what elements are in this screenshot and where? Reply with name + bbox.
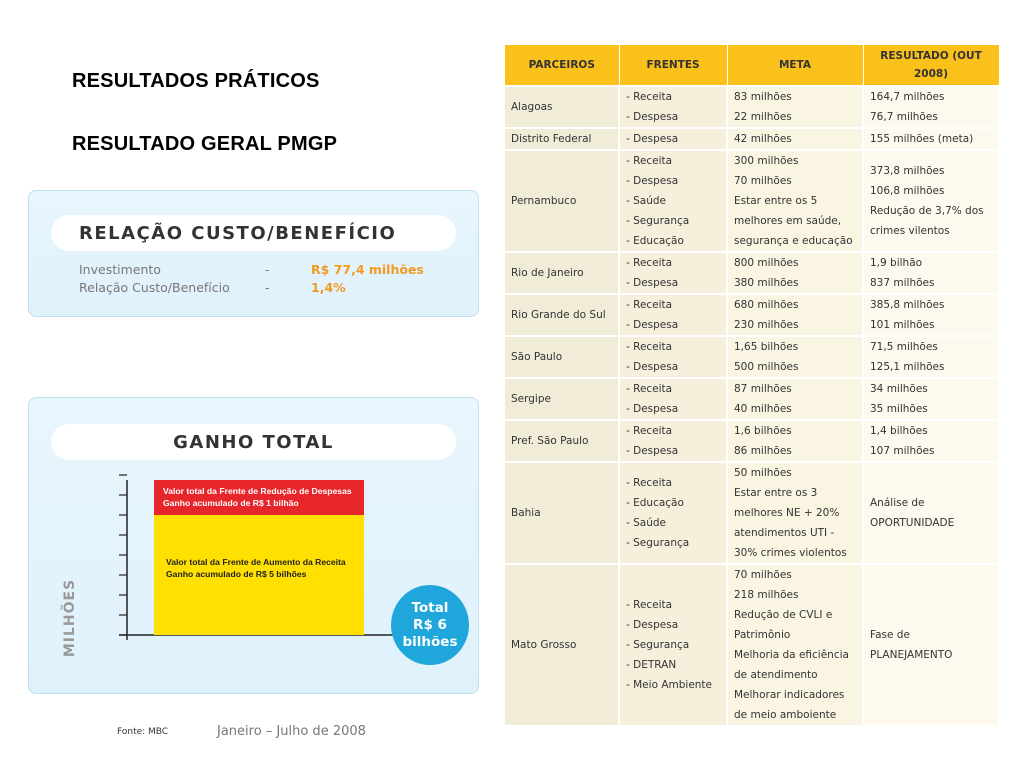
frentes-line: - DETRAN — [626, 659, 677, 671]
frentes-line: - Despesa — [626, 361, 679, 373]
resultado-line: 155 milhões (meta) — [870, 133, 974, 145]
yellow-label-1: Valor total da Frente de Aumento da Receita — [166, 557, 346, 567]
cell-frentes — [619, 150, 727, 252]
meta-line: 70 milhões — [734, 569, 792, 581]
frentes-line: - Receita — [626, 477, 673, 489]
meta-line: 300 milhões — [734, 155, 799, 167]
frentes-line: - Despesa — [626, 133, 679, 145]
red-label-1: Valor total da Frente de Redução de Despesas — [163, 486, 352, 496]
resultado-line: 106,8 milhões — [870, 185, 945, 197]
ganho-total-chart — [49, 470, 469, 739]
table-row — [505, 462, 999, 564]
table-row — [505, 336, 999, 378]
header-resultado: RESULTADO (OUT 2008) — [863, 45, 999, 86]
frentes-line: - Despesa — [626, 403, 679, 415]
meta-line: atendimentos UTI - — [734, 527, 835, 539]
meta-line: 42 milhões — [734, 133, 792, 145]
cell-resultado — [863, 86, 999, 128]
meta-line: 40 milhões — [734, 403, 792, 415]
custo-beneficio-panel — [28, 190, 479, 317]
frentes-line: - Despesa — [626, 111, 679, 123]
resultado-line: 76,7 milhões — [870, 111, 938, 123]
cell-resultado — [863, 252, 999, 294]
cell-frentes — [619, 252, 727, 294]
ganho-total-title: GANHO TOTAL — [51, 424, 456, 460]
meta-line: Melhoria da eficiência — [734, 649, 849, 661]
table-row — [505, 564, 999, 725]
periodo-label: Janeiro – Julho de 2008 — [217, 724, 366, 739]
custo-beneficio-value: 1,4% — [311, 280, 346, 295]
table-header-row — [505, 45, 999, 86]
meta-line: 70 milhões — [734, 175, 792, 187]
meta-line: segurança e educação — [734, 235, 853, 247]
meta-line: Estar entre os 5 — [734, 195, 818, 207]
yellow-label-2: Ganho acumulado de R$ 5 bilhões — [166, 569, 307, 579]
meta-line: melhores NE + 20% — [734, 507, 840, 519]
resultado-line: 837 milhões — [870, 277, 935, 289]
slide-title-resultado-geral: RESULTADO GERAL PMGP — [72, 133, 338, 155]
cell-meta — [727, 420, 863, 462]
resultado-line: 35 milhões — [870, 403, 928, 415]
total-line-2: R$ 6 — [413, 616, 447, 633]
fonte-label: Fonte: MBC — [117, 727, 169, 737]
meta-line: 87 milhões — [734, 383, 792, 395]
cell-meta — [727, 294, 863, 336]
cell-frentes — [619, 336, 727, 378]
resultado-line: PLANEJAMENTO — [870, 649, 953, 661]
meta-line: 1,65 bilhões — [734, 341, 799, 353]
cell-meta — [727, 378, 863, 420]
meta-line: 86 milhões — [734, 445, 792, 457]
frentes-line: - Saúde — [626, 195, 667, 207]
meta-line: 50 milhões — [734, 467, 792, 479]
frentes-line: - Receita — [626, 257, 673, 269]
investimento-value: R$ 77,4 milhões — [311, 262, 424, 277]
meta-line: Redução de CVLI e — [734, 609, 833, 621]
meta-line: Patrimônio — [734, 629, 791, 641]
resultado-line: 164,7 milhões — [870, 91, 945, 103]
cell-parceiro: Sergipe — [505, 378, 619, 420]
resultado-line: 1,9 bilhão — [870, 257, 923, 269]
frentes-line: - Despesa — [626, 445, 679, 457]
table-row — [505, 294, 999, 336]
cell-parceiro: São Paulo — [505, 336, 619, 378]
meta-line: 230 milhões — [734, 319, 799, 331]
resultado-line: OPORTUNIDADE — [870, 517, 955, 529]
frentes-line: - Receita — [626, 299, 673, 311]
meta-line: 680 milhões — [734, 299, 799, 311]
table-row — [505, 128, 999, 150]
meta-line: 22 milhões — [734, 111, 792, 123]
frentes-line: - Educação — [626, 497, 684, 509]
meta-line: de atendimento — [734, 669, 818, 681]
table-row — [505, 86, 999, 128]
table-row — [505, 150, 999, 252]
red-label-2: Ganho acumulado de R$ 1 bilhão — [163, 498, 299, 508]
resultado-line: 34 milhões — [870, 383, 928, 395]
parceiros-table-container — [505, 45, 999, 725]
cell-parceiro: Distrito Federal — [505, 128, 619, 150]
meta-line: 1,6 bilhões — [734, 425, 792, 437]
total-line-3: bilhões — [402, 633, 458, 650]
resultado-line: Análise de — [870, 497, 925, 509]
cell-meta — [727, 150, 863, 252]
cell-parceiro: Alagoas — [505, 86, 619, 128]
investimento-dash: - — [265, 262, 270, 277]
header-frentes: FRENTES — [619, 45, 727, 86]
resultado-line: 125,1 milhões — [870, 361, 945, 373]
frentes-line: - Receita — [626, 91, 673, 103]
cell-resultado — [863, 150, 999, 252]
frentes-line: - Saúde — [626, 517, 667, 529]
investimento-row — [79, 262, 424, 277]
cell-parceiro: Pernambuco — [505, 150, 619, 252]
frentes-line: - Despesa — [626, 619, 679, 631]
frentes-line: - Despesa — [626, 175, 679, 187]
meta-line: Estar entre os 3 — [734, 487, 818, 499]
custo-beneficio-title: RELAÇÃO CUSTO/BENEFÍCIO — [51, 215, 456, 251]
resultado-line: 373,8 milhões — [870, 165, 945, 177]
cell-meta — [727, 252, 863, 294]
meta-line: 30% crimes violentos — [734, 547, 847, 559]
resultado-line: Redução de 3,7% dos — [870, 205, 984, 217]
cell-parceiro: Rio de Janeiro — [505, 252, 619, 294]
meta-line: de meio amboiente — [734, 709, 837, 721]
frentes-line: - Receita — [626, 341, 673, 353]
frentes-line: - Despesa — [626, 319, 679, 331]
resultado-line: 385,8 milhões — [870, 299, 945, 311]
table-row — [505, 378, 999, 420]
meta-line: Melhorar indicadores — [734, 689, 845, 701]
cell-meta — [727, 462, 863, 564]
parceiros-table — [505, 45, 1000, 725]
resultado-line: 1,4 bilhões — [870, 425, 928, 437]
cell-parceiro: Pref. São Paulo — [505, 420, 619, 462]
total-line-1: Total — [411, 599, 449, 616]
resultado-line: 107 milhões — [870, 445, 935, 457]
cell-parceiro: Bahia — [505, 462, 619, 564]
frentes-line: - Receita — [626, 425, 673, 437]
ganho-total-panel — [28, 397, 479, 739]
y-axis-ticks — [119, 475, 127, 635]
resultado-line: crimes vilentos — [870, 225, 950, 237]
resultado-line: 71,5 milhões — [870, 341, 938, 353]
frentes-line: - Segurança — [626, 639, 690, 651]
header-meta: META — [727, 45, 863, 86]
meta-line: 380 milhões — [734, 277, 799, 289]
cell-resultado — [863, 420, 999, 462]
meta-line: 218 milhões — [734, 589, 799, 601]
cell-resultado — [863, 378, 999, 420]
meta-line: 500 milhões — [734, 361, 799, 373]
meta-line: 83 milhões — [734, 91, 792, 103]
total-circle-badge — [391, 585, 469, 665]
cell-parceiro: Mato Grosso — [505, 564, 619, 725]
cell-frentes — [619, 420, 727, 462]
cell-parceiro: Rio Grande do Sul — [505, 294, 619, 336]
frentes-line: - Receita — [626, 155, 673, 167]
cell-resultado — [863, 128, 999, 150]
meta-line: melhores em saúde, — [734, 215, 842, 227]
frentes-line: - Receita — [626, 383, 673, 395]
header-parceiros: PARCEIROS — [505, 45, 619, 86]
cell-frentes — [619, 564, 727, 725]
cell-frentes — [619, 128, 727, 150]
frentes-line: - Meio Ambiente — [626, 679, 713, 691]
frentes-line: - Educação — [626, 235, 684, 247]
meta-line: 800 milhões — [734, 257, 799, 269]
cell-frentes — [619, 294, 727, 336]
cell-frentes — [619, 462, 727, 564]
table-row — [505, 420, 999, 462]
investimento-label: Investimento — [79, 262, 161, 277]
cell-resultado — [863, 462, 999, 564]
frentes-line: - Segurança — [626, 537, 690, 549]
frentes-line: - Despesa — [626, 277, 679, 289]
cell-meta — [727, 128, 863, 150]
custo-beneficio-label: Relação Custo/Benefício — [79, 280, 230, 295]
resultado-line: Fase de — [870, 629, 910, 641]
cell-frentes — [619, 86, 727, 128]
resultado-line: 101 milhões — [870, 319, 935, 331]
frentes-line: - Receita — [626, 599, 673, 611]
chart-y-axis-label: MILHÕES — [62, 578, 79, 658]
cell-meta — [727, 336, 863, 378]
cell-resultado — [863, 336, 999, 378]
slide-title-resultados: RESULTADOS PRÁTICOS — [72, 70, 320, 92]
table-row — [505, 252, 999, 294]
custo-beneficio-dash: - — [265, 280, 270, 295]
cell-meta — [727, 86, 863, 128]
frentes-line: - Segurança — [626, 215, 690, 227]
cell-frentes — [619, 378, 727, 420]
cell-meta — [727, 564, 863, 725]
custo-beneficio-row — [79, 280, 346, 295]
cell-resultado — [863, 294, 999, 336]
cell-resultado — [863, 564, 999, 725]
